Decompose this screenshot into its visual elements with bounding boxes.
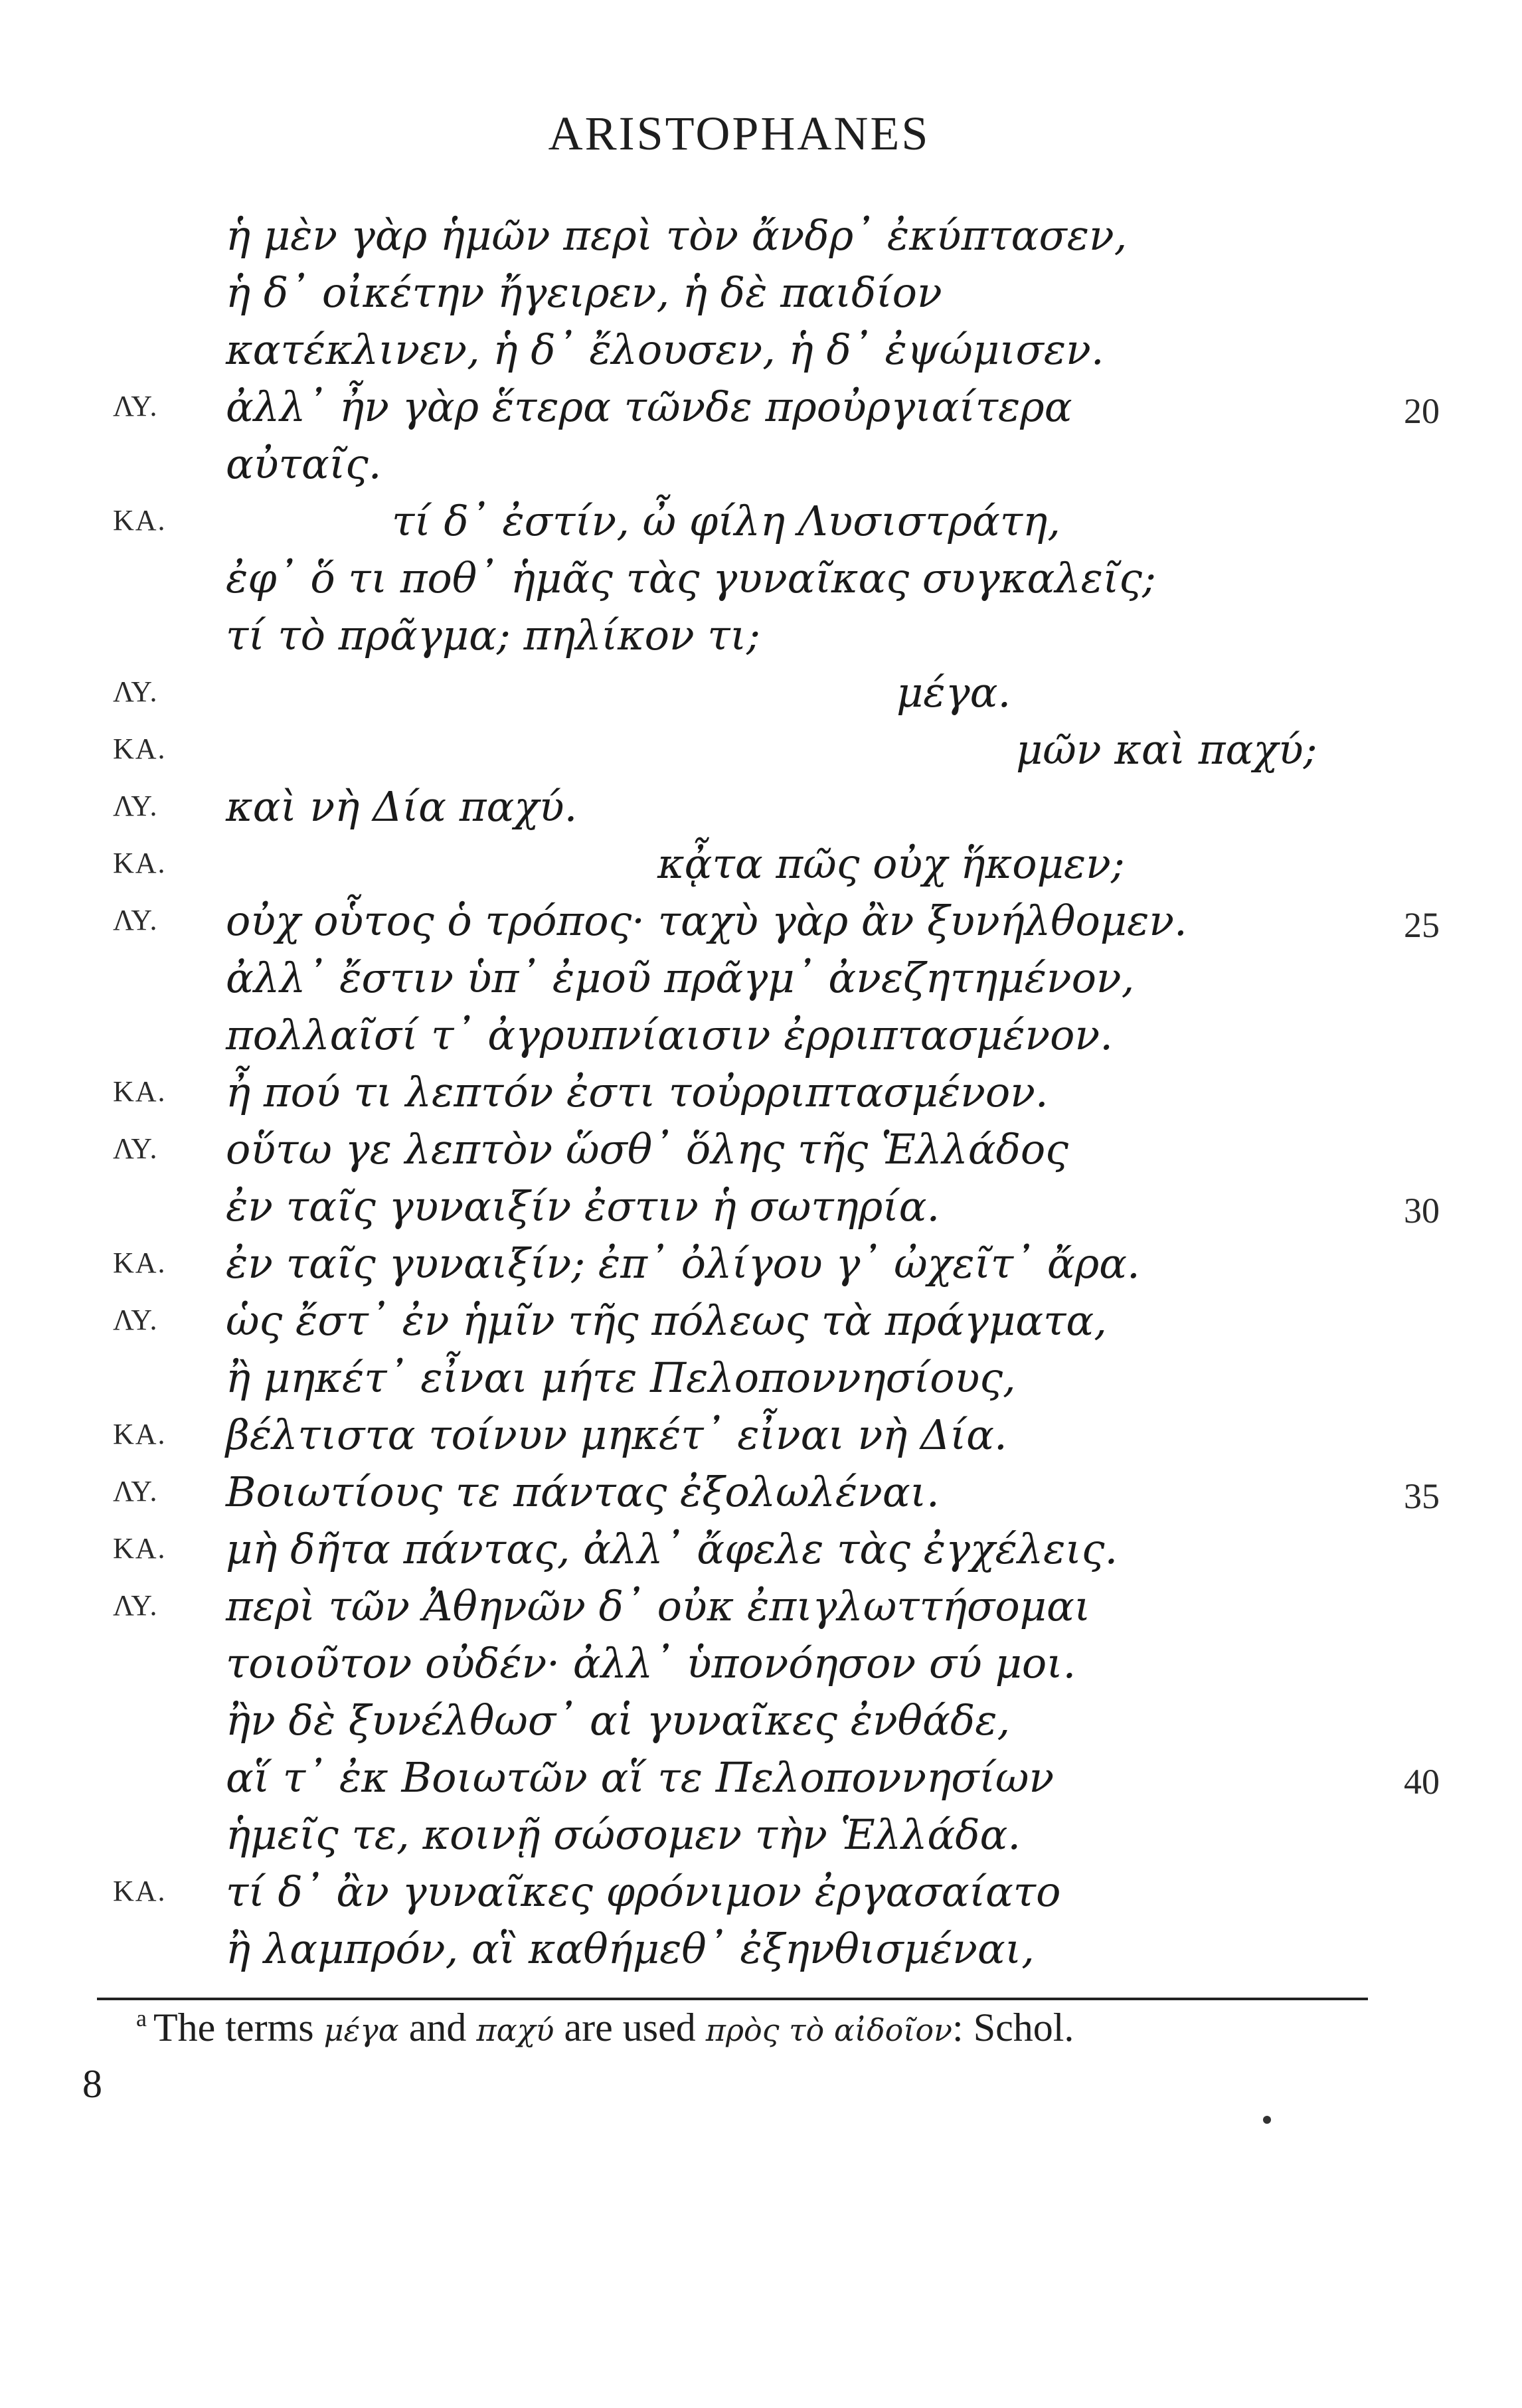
verse-line xyxy=(0,782,1522,839)
footnote-greek-term: μέγα xyxy=(323,2012,399,2048)
footnote-greek-phrase: πρὸς τὸ αἰδοῖον xyxy=(705,2012,953,2048)
verse-text: αὐταῖς. xyxy=(226,440,382,488)
speaker-label: ΛΥ. xyxy=(113,790,159,822)
footnote xyxy=(136,2004,1074,2051)
verse-line xyxy=(0,839,1522,897)
verse-text: ἢ λαμπρόν, αἳ καθήμεθ᾽ ἐξηνθισμέναι, xyxy=(226,1925,1035,1973)
verse-text: ἡ μὲν γὰρ ἡμῶν περὶ τὸν ἄνδρ᾽ ἐκύπτασεν, xyxy=(226,211,1128,260)
speaker-label: ΚΑ. xyxy=(113,1532,167,1565)
verse-text: Βοιωτίους τε πάντας ἐξολωλέναι. xyxy=(226,1468,940,1516)
verse-text: βέλτιστα τοίνυν μηκέτ᾽ εἶναι νὴ Δία. xyxy=(226,1411,1007,1459)
verse-line xyxy=(0,1468,1522,1525)
verse-text: μέγα. xyxy=(896,668,1011,717)
verse-line xyxy=(0,211,1522,268)
running-head: ARISTOPHANES xyxy=(548,107,930,160)
verse-line xyxy=(0,1867,1522,1925)
verse-line xyxy=(0,725,1522,782)
verse-text: αἵ τ᾽ ἐκ Βοιωτῶν αἵ τε Πελοποννησίων xyxy=(226,1753,1055,1802)
verse-text: μὴ δῆτα πάντας, ἀλλ᾽ ἄφελε τὰς ἐγχέλεις. xyxy=(226,1525,1118,1573)
verse-text: τί τὸ πρᾶγμα; πηλίκον τι; xyxy=(226,611,760,659)
verse-line xyxy=(0,1296,1522,1353)
verse-text: οὐχ οὗτος ὁ τρόπος· ταχὺ γὰρ ἂν ξυνήλθομεν. xyxy=(226,897,1187,945)
verse-line xyxy=(0,1525,1522,1582)
verse-line xyxy=(0,1696,1522,1753)
verse-text: ἡμεῖς τε, κοινῇ σώσομεν τὴν Ἑλλάδα. xyxy=(226,1810,1021,1859)
verse-text: ἢν δὲ ξυνέλθωσ᾽ αἱ γυναῖκες ἐνθάδε, xyxy=(226,1696,1011,1745)
verse-line xyxy=(0,954,1522,1011)
verse-line xyxy=(0,1182,1522,1239)
footnote-prefix: The terms xyxy=(153,2006,314,2049)
verse-text: οὕτω γε λεπτὸν ὥσθ᾽ ὅλης τῆς Ἑλλάδος xyxy=(226,1125,1068,1173)
verse-line xyxy=(0,897,1522,954)
speaker-label: ΛΥ. xyxy=(113,1304,159,1336)
verse-text: ἐν ταῖς γυναιξίν ἐστιν ἡ σωτηρία. xyxy=(226,1182,940,1231)
speaker-label: ΛΥ. xyxy=(113,1589,159,1622)
verse-text: τοιοῦτον οὐδέν· ἀλλ᾽ ὑπονόησον σύ μοι. xyxy=(226,1639,1076,1687)
verse-text: ἀλλ᾽ ἦν γὰρ ἕτερα τῶνδε προὐργιαίτερα xyxy=(226,383,1072,431)
verse-line xyxy=(0,1925,1522,1982)
line-number: 40 xyxy=(1404,1762,1440,1802)
verse-line xyxy=(0,1411,1522,1468)
verse-text: ἢ μηκέτ᾽ εἶναι μήτε Πελοποννησίους, xyxy=(226,1353,1016,1402)
speaker-label: ΚΑ. xyxy=(113,1875,167,1907)
verse-line xyxy=(0,1011,1522,1068)
verse-line xyxy=(0,1639,1522,1696)
speaker-label: ΚΑ. xyxy=(113,504,167,537)
speaker-label: ΛΥ. xyxy=(113,1475,159,1507)
footnote-middle: are used xyxy=(564,2006,696,2049)
verse-text: περὶ τῶν Ἀθηνῶν δ᾽ οὐκ ἐπιγλωττήσομαι xyxy=(226,1582,1091,1630)
verse-line xyxy=(0,383,1522,440)
verse-line xyxy=(0,1353,1522,1411)
verse-text: ἀλλ᾽ ἔστιν ὑπ᾽ ἐμοῦ πρᾶγμ᾽ ἀνεζητημένον, xyxy=(226,954,1135,1002)
speaker-label: ΛΥ. xyxy=(113,1132,159,1165)
verse-line xyxy=(0,1753,1522,1810)
speaker-label: ΛΥ. xyxy=(113,675,159,708)
verse-block xyxy=(0,211,1522,1982)
verse-text: μῶν καὶ παχύ; xyxy=(1016,725,1317,774)
speaker-label: ΛΥ. xyxy=(113,904,159,936)
verse-text: καὶ νὴ Δία παχύ. xyxy=(226,782,578,831)
footnote-rule xyxy=(97,1998,1368,2000)
footnote-marker: a xyxy=(136,2005,147,2031)
verse-text: τί δ᾽ ἂν γυναῖκες φρόνιμον ἐργασαίατο xyxy=(226,1867,1061,1916)
verse-line xyxy=(0,325,1522,383)
verse-line xyxy=(0,1068,1522,1125)
verse-text: ἦ πού τι λεπτόν ἐστι τοὐρριπτασμένον. xyxy=(226,1068,1049,1116)
signature-dot xyxy=(1263,2116,1271,2124)
verse-text: τί δ᾽ ἐστίν, ὦ φίλη Λυσιστράτη, xyxy=(392,497,1060,545)
verse-line xyxy=(0,1810,1522,1867)
verse-line xyxy=(0,497,1522,554)
verse-line xyxy=(0,268,1522,325)
verse-line xyxy=(0,668,1522,725)
line-number: 30 xyxy=(1404,1191,1440,1231)
page-number: 8 xyxy=(82,2062,102,2106)
verse-line xyxy=(0,611,1522,668)
speaker-label: ΚΑ. xyxy=(113,1075,167,1108)
speaker-label: ΚΑ. xyxy=(113,732,167,765)
footnote-suffix: : Schol. xyxy=(952,2006,1074,2049)
speaker-label: ΚΑ. xyxy=(113,1418,167,1450)
verse-text: ὡς ἔστ᾽ ἐν ἡμῖν τῆς πόλεως τὰ πράγματα, xyxy=(226,1296,1107,1345)
verse-line xyxy=(0,1125,1522,1182)
line-number: 20 xyxy=(1404,391,1440,431)
verse-line xyxy=(0,1239,1522,1296)
verse-text: ἡ δ᾽ οἰκέτην ἤγειρεν, ἡ δὲ παιδίον xyxy=(226,268,942,317)
verse-line xyxy=(0,440,1522,497)
verse-text: κατέκλινεν, ἡ δ᾽ ἔλουσεν, ἡ δ᾽ ἐψώμισεν. xyxy=(226,325,1104,374)
verse-text: πολλαῖσί τ᾽ ἀγρυπνίαισιν ἐρριπτασμένον. xyxy=(226,1011,1113,1059)
line-number: 35 xyxy=(1404,1476,1440,1516)
speaker-label: ΛΥ. xyxy=(113,390,159,422)
verse-text: κᾆτα πῶς οὐχ ἥκομεν; xyxy=(657,839,1125,888)
verse-line xyxy=(0,1582,1522,1639)
verse-line xyxy=(0,554,1522,611)
footnote-conjunction: and xyxy=(408,2006,467,2049)
footnote-greek-term: παχύ xyxy=(476,2012,554,2048)
speaker-label: ΚΑ. xyxy=(113,1247,167,1279)
speaker-label: ΚΑ. xyxy=(113,847,167,879)
verse-text: ἐφ᾽ ὅ τι ποθ᾽ ἡμᾶς τὰς γυναῖκας συγκαλεῖς; xyxy=(226,554,1156,602)
verse-text: ἐν ταῖς γυναιξίν; ἐπ᾽ ὀλίγου γ᾽ ὠχεῖτ᾽ ἄρα. xyxy=(226,1239,1140,1288)
line-number: 25 xyxy=(1404,905,1440,945)
